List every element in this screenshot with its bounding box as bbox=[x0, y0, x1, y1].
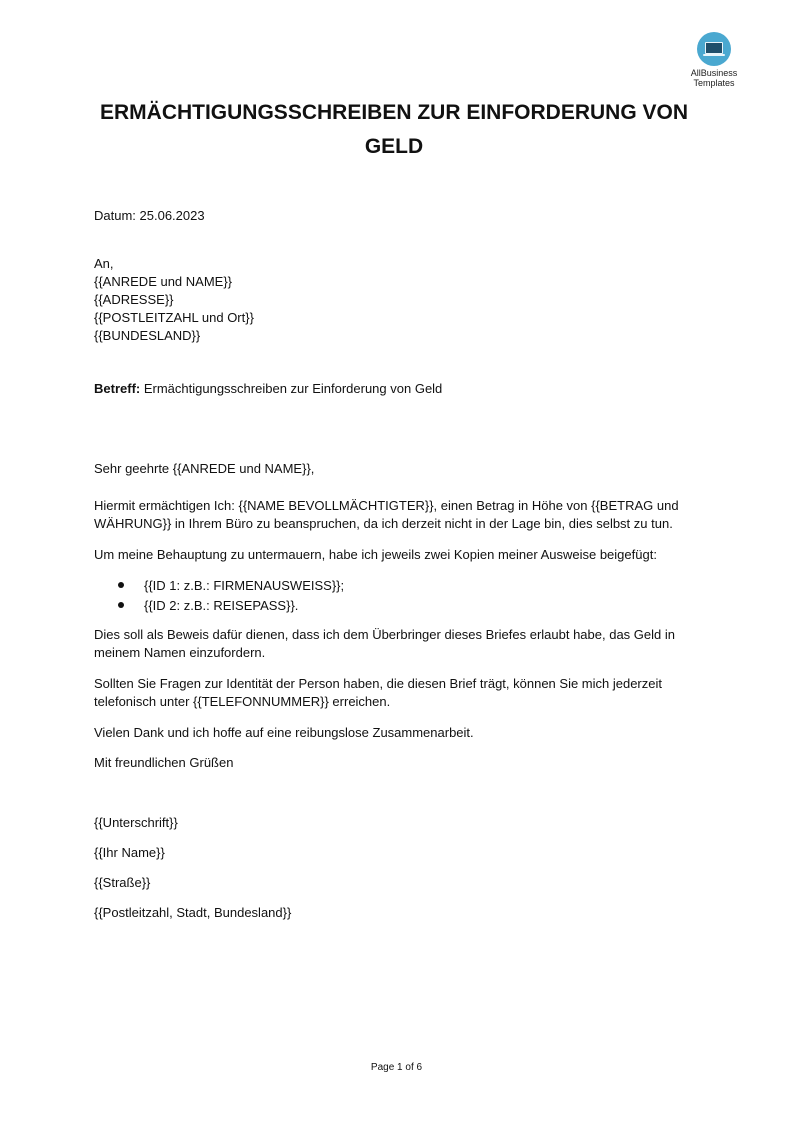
title-line-2: GELD bbox=[364, 135, 424, 158]
paragraph-line: Dies soll als Beweis dafür dienen, dass ich dem Überbringer dieses Briefes erlaubt habe, das Geld in bbox=[94, 627, 675, 642]
document-title bbox=[94, 96, 694, 164]
list-item-text: {{ID 1: z.B.: FIRMENAUSWEISS}}; bbox=[144, 578, 345, 593]
id-list bbox=[94, 577, 694, 617]
paragraph-authorization bbox=[94, 497, 694, 533]
date-line: Datum: 25.06.2023 bbox=[94, 208, 205, 223]
company-logo bbox=[684, 32, 744, 88]
list-item bbox=[94, 597, 694, 617]
address-line: {{BUNDESLAND}} bbox=[94, 328, 201, 343]
bullet-dot bbox=[118, 582, 124, 588]
address-line: {{POSTLEITZAHL und Ort}} bbox=[94, 310, 254, 325]
title-line-1: ERMÄCHTIGUNGSSCHREIBEN ZUR EINFORDERUNG VON bbox=[99, 101, 689, 124]
bullet-dot bbox=[118, 602, 124, 608]
salutation: Sehr geehrte {{ANREDE und NAME}}, bbox=[94, 461, 315, 476]
paragraph-thanks: Vielen Dank und ich hoffe auf eine reibungslose Zusammenarbeit. bbox=[94, 725, 474, 740]
sender-street: {{Straße}} bbox=[94, 875, 151, 890]
logo-line-2: Templates bbox=[693, 78, 735, 88]
paragraph-line: telefonisch unter {{TELEFONNUMMER}} erreichen. bbox=[94, 694, 391, 709]
signature-placeholder: {{Unterschrift}} bbox=[94, 815, 178, 830]
subject-text: Ermächtigungsschreiben zur Einforderung von Geld bbox=[140, 381, 443, 396]
recipient-address bbox=[94, 255, 694, 345]
subject-label: Betreff: bbox=[94, 381, 141, 396]
page-number: Page 1 of 6 bbox=[370, 1062, 423, 1073]
sender-city: {{Postleitzahl, Stadt, Bundesland}} bbox=[94, 905, 292, 920]
closing: Mit freundlichen Grüßen bbox=[94, 755, 234, 770]
paragraph-contact bbox=[94, 675, 694, 711]
logo-line-1: AllBusiness bbox=[690, 68, 738, 78]
laptop-icon bbox=[697, 32, 731, 66]
list-item-text: {{ID 2: z.B.: REISEPASS}}. bbox=[144, 598, 299, 613]
paragraph-line: Sollten Sie Fragen zur Identität der Person haben, die diesen Brief trägt, können Sie mich jederzeit bbox=[94, 676, 662, 691]
paragraph-line: Hiermit ermächtigen Ich: {{NAME BEVOLLMÄCHTIGTER}}, einen Betrag in Höhe von {{BETRAG und bbox=[94, 498, 679, 513]
paragraph-proof bbox=[94, 626, 694, 662]
paragraph-ids-intro: Um meine Behauptung zu untermauern, habe ich jeweils zwei Kopien meiner Ausweise beigefügt: bbox=[94, 547, 657, 562]
address-line: An, bbox=[94, 256, 114, 271]
address-line: {{ADRESSE}} bbox=[94, 292, 174, 307]
sender-name: {{Ihr Name}} bbox=[94, 845, 165, 860]
list-item bbox=[94, 577, 694, 597]
address-line: {{ANREDE und NAME}} bbox=[94, 274, 233, 289]
paragraph-line: meinem Namen einzufordern. bbox=[94, 645, 266, 660]
subject-line bbox=[94, 380, 694, 398]
logo-text bbox=[684, 68, 744, 88]
paragraph-line: WÄHRUNG}} in Ihrem Büro zu beanspruchen, da ich derzeit nicht in der Lage bin, dies selbst zu tun. bbox=[94, 516, 673, 531]
